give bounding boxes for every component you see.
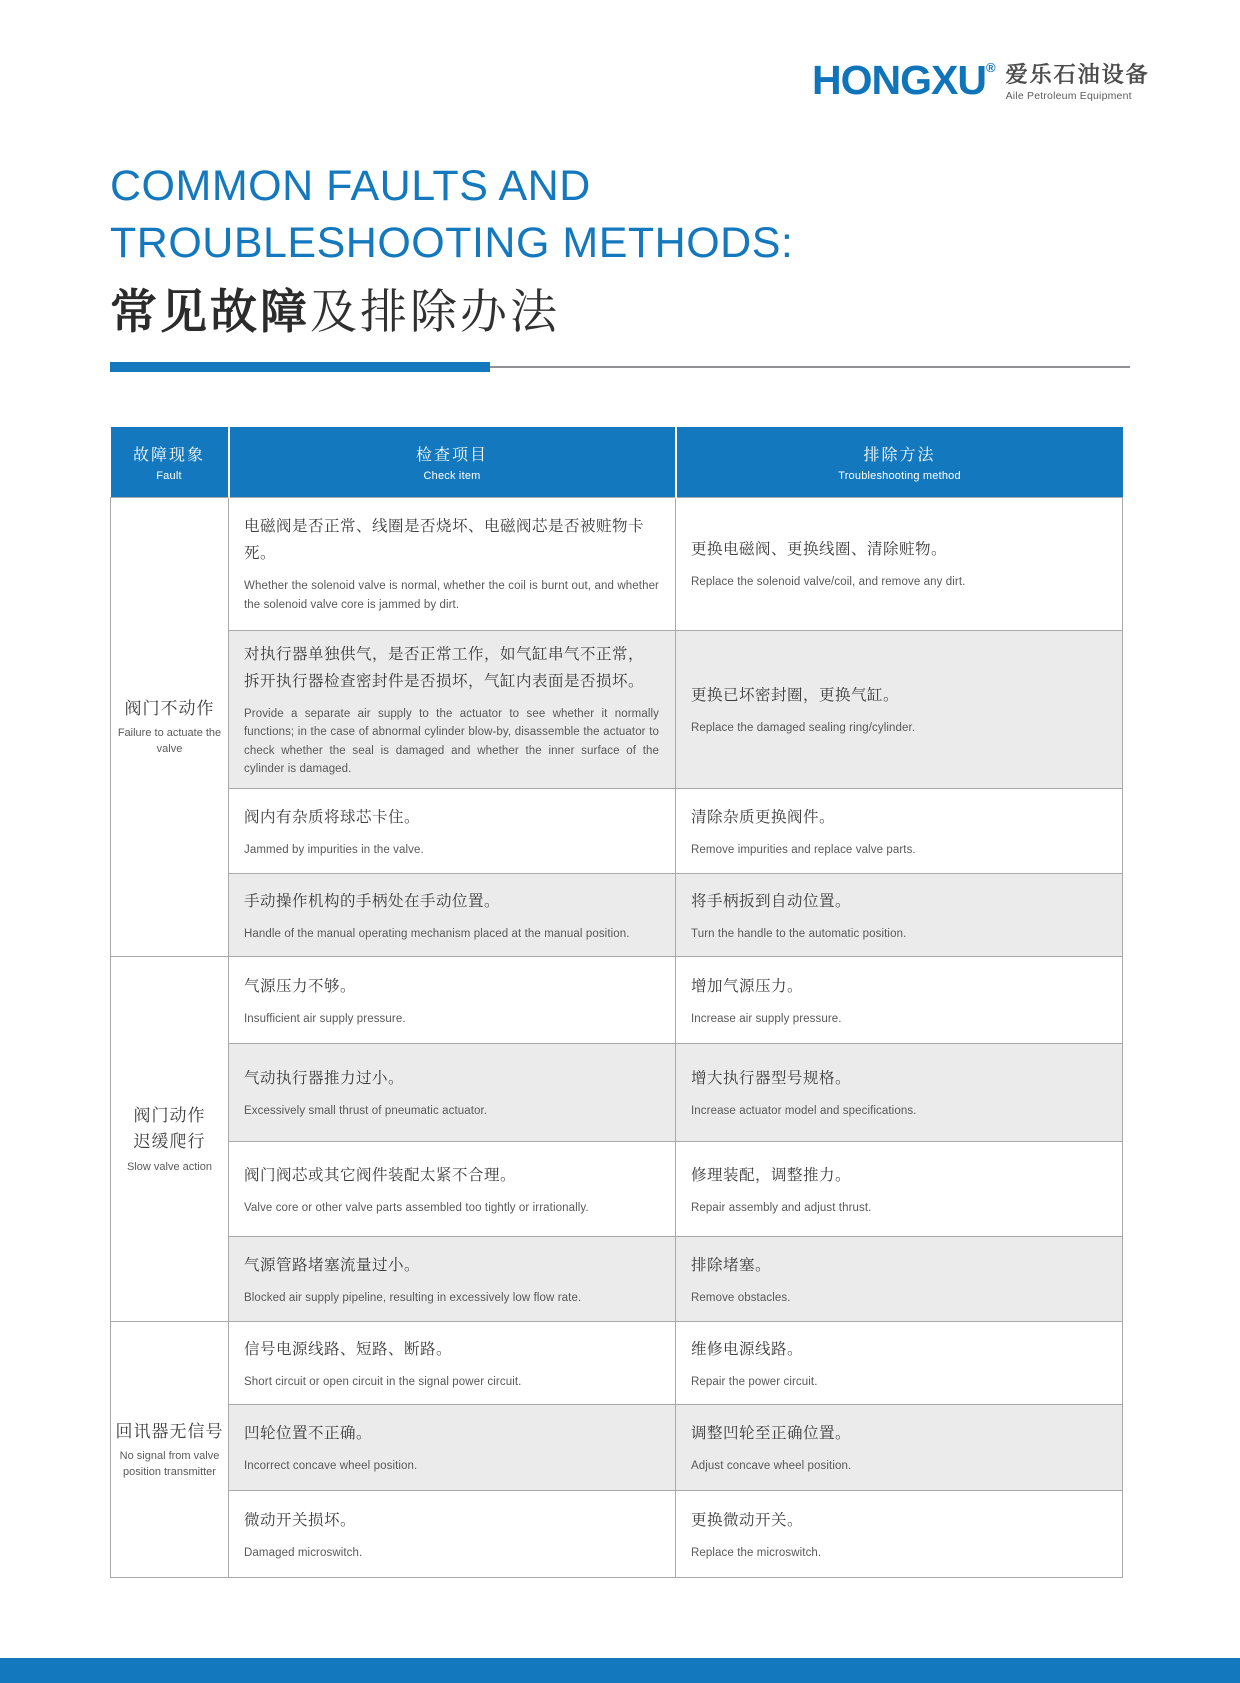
troubleshooting-en: Replace the microswitch. [691, 1546, 822, 1559]
check-item-en: Whether the solenoid valve is normal, whether the coil is burnt out, and whether the solenoid valve core is jammed by dirt. [244, 580, 659, 611]
check-item-cell [229, 1405, 676, 1491]
troubleshooting-en: Increase actuator model and specifications. [691, 1105, 917, 1118]
check-item-cn: 手动操作机构的手柄处在手动位置。 [244, 892, 501, 910]
check-item-cell [229, 789, 676, 874]
check-item-cn: 凹轮位置不正确。 [244, 1425, 373, 1443]
header-check-cn: 检查项目 [415, 446, 488, 464]
table-header-row [111, 427, 1123, 497]
table-row [111, 1044, 1123, 1142]
troubleshooting-en: Repair assembly and adjust thrust. [691, 1201, 872, 1214]
troubleshooting-en: Remove obstacles. [691, 1291, 791, 1304]
check-item-cn: 阀内有杂质将球芯卡住。 [244, 808, 421, 826]
table-row [111, 1237, 1123, 1322]
registered-trademark-icon: ® [985, 60, 996, 75]
fault-cell-no-signal [111, 1322, 229, 1578]
fault-cell-slow-action [111, 957, 229, 1322]
header-cell-fault [111, 427, 229, 497]
troubleshooting-cn: 排除堵塞。 [691, 1256, 772, 1274]
divider-accent-bar [110, 362, 490, 372]
fault-label-en: Slow valve action [127, 1160, 212, 1173]
check-item-en: Insufficient air supply pressure. [244, 1012, 406, 1025]
check-item-cell [229, 957, 676, 1044]
brand-name: HONGXU [812, 57, 986, 103]
brand-subtitle-block [1006, 60, 1150, 102]
brand-name-english: Aile Petroleum Equipment [1005, 90, 1132, 103]
fault-label-en: Failure to actuate the valve [117, 727, 222, 756]
check-item-cn: 阀门阀芯或其它阀件装配太紧不合理。 [244, 1166, 517, 1184]
troubleshooting-cn: 增大执行器型号规格。 [691, 1070, 852, 1088]
header-fix-cn: 排除方法 [863, 446, 936, 464]
troubleshooting-cell [676, 1322, 1123, 1405]
check-item-cn: 气动执行器推力过小。 [244, 1070, 405, 1088]
table-row [111, 1405, 1123, 1491]
troubleshooting-cell [676, 874, 1123, 957]
table-row [111, 630, 1123, 789]
troubleshooting-cell [676, 1405, 1123, 1491]
check-item-cell [229, 497, 676, 630]
troubleshooting-cell [676, 789, 1123, 874]
page-title-chinese-rest: 及排除办法 [310, 284, 560, 338]
troubleshooting-en: Adjust concave wheel position. [691, 1460, 852, 1473]
header-fix-en: Troubleshooting method [838, 469, 961, 482]
check-item-en: Handle of the manual operating mechanism placed at the manual position. [244, 927, 630, 940]
troubleshooting-en: Replace the damaged sealing ring/cylinder. [691, 721, 916, 734]
check-item-cell [229, 1322, 676, 1405]
table-row [111, 1491, 1123, 1578]
troubleshooting-cn: 将手柄扳到自动位置。 [691, 892, 852, 910]
check-item-en: Valve core or other valve parts assembled too tightly or irrationally. [244, 1201, 589, 1214]
troubleshooting-cell [676, 497, 1123, 630]
troubleshooting-cn: 调整凹轮至正确位置。 [691, 1425, 852, 1443]
fault-table [110, 427, 1123, 1578]
fault-label-cn-line2: 迟缓爬行 [133, 1132, 206, 1152]
check-item-cell [229, 1237, 676, 1322]
troubleshooting-cn: 清除杂质更换阀件。 [691, 808, 836, 826]
troubleshooting-cell [676, 630, 1123, 789]
check-item-en: Provide a separate air supply to the actuator to see whether it normally functions; in the case of abnormal cylinder blow-by, disassemble the actuator to check whether the seal is damaged and whether the inner surface of the cylinder is damaged. [244, 707, 659, 775]
troubleshooting-en: Replace the solenoid valve/coil, and remove any dirt. [691, 575, 966, 588]
brand-name-chinese: 爱乐石油设备 [1005, 62, 1150, 87]
troubleshooting-cn: 增加气源压力。 [691, 977, 804, 995]
fault-label-cn: 阀门不动作 [124, 698, 215, 718]
fault-cell-no-actuation [111, 497, 229, 957]
troubleshooting-cell [676, 957, 1123, 1044]
table-row [111, 1322, 1123, 1405]
table-row [111, 789, 1123, 874]
check-item-cell [229, 1491, 676, 1578]
troubleshooting-en: Increase air supply pressure. [691, 1012, 842, 1025]
troubleshooting-cell [676, 1491, 1123, 1578]
table-row [111, 1142, 1123, 1237]
header-cell-troubleshooting [676, 427, 1123, 497]
check-item-en: Excessively small thrust of pneumatic actuator. [244, 1105, 488, 1118]
header-cell-check-item [229, 427, 676, 497]
check-item-cell [229, 874, 676, 957]
table-row [111, 874, 1123, 957]
troubleshooting-cn: 修理装配，调整推力。 [691, 1166, 852, 1184]
check-item-cell [229, 1142, 676, 1237]
troubleshooting-cn: 更换微动开关。 [691, 1511, 804, 1529]
troubleshooting-cell [676, 1142, 1123, 1237]
troubleshooting-cn: 更换电磁阀、更换线圈、清除赃物。 [691, 540, 948, 558]
check-item-cell [229, 630, 676, 789]
troubleshooting-en: Turn the handle to the automatic position. [691, 927, 907, 940]
check-item-cn: 信号电源线路、短路、断路。 [244, 1340, 453, 1358]
check-item-en: Damaged microswitch. [244, 1546, 363, 1559]
check-item-cn: 电磁阀是否正常、线圈是否烧坏、电磁阀芯是否被赃物卡死。 [244, 517, 645, 563]
page-title-english-line1: COMMON FAULTS AND [110, 162, 591, 210]
brand-wordmark [812, 57, 996, 103]
check-item-en: Incorrect concave wheel position. [244, 1460, 418, 1473]
fault-label-en: No signal from valve position transmitter [119, 1450, 220, 1478]
brand-logo [812, 57, 1150, 103]
troubleshooting-en: Remove impurities and replace valve parts. [691, 843, 916, 856]
troubleshooting-cn: 维修电源线路。 [691, 1340, 804, 1358]
fault-label-cn: 回讯器无信号 [115, 1421, 224, 1441]
title-divider [110, 362, 1130, 372]
header-fault-cn: 故障现象 [132, 446, 205, 464]
header-fault-en: Fault [156, 469, 182, 482]
fault-label-cn: 阀门动作 [133, 1106, 206, 1125]
troubleshooting-cell [676, 1044, 1123, 1142]
check-item-en: Jammed by impurities in the valve. [244, 843, 424, 856]
check-item-en: Blocked air supply pipeline, resulting in excessively low flow rate. [244, 1291, 582, 1304]
troubleshooting-en: Repair the power circuit. [691, 1375, 818, 1388]
check-item-en: Short circuit or open circuit in the signal power circuit. [244, 1375, 522, 1388]
check-item-cell [229, 1044, 676, 1142]
troubleshooting-cell [676, 1237, 1123, 1322]
page-title-chinese [110, 284, 1010, 340]
check-item-cn: 气源管路堵塞流量过小。 [244, 1256, 421, 1274]
check-item-cn: 微动开关损坏。 [244, 1511, 357, 1529]
header-check-en: Check item [423, 469, 481, 482]
table-row [111, 497, 1123, 630]
footer-bar [0, 1658, 1240, 1683]
table-row [111, 957, 1123, 1044]
check-item-cn: 气源压力不够。 [244, 977, 357, 995]
page-title-chinese-bold: 常见故障 [110, 284, 310, 338]
page-title [110, 158, 1010, 340]
check-item-cn: 对执行器单独供气，是否正常工作，如气缸串气不正常，拆开执行器检查密封件是否损坏，气缸内表面是否损坏。 [244, 645, 645, 690]
troubleshooting-cn: 更换已坏密封圈，更换气缸。 [691, 686, 900, 704]
page-title-english-line2: TROUBLESHOOTING METHODS: [110, 218, 794, 267]
